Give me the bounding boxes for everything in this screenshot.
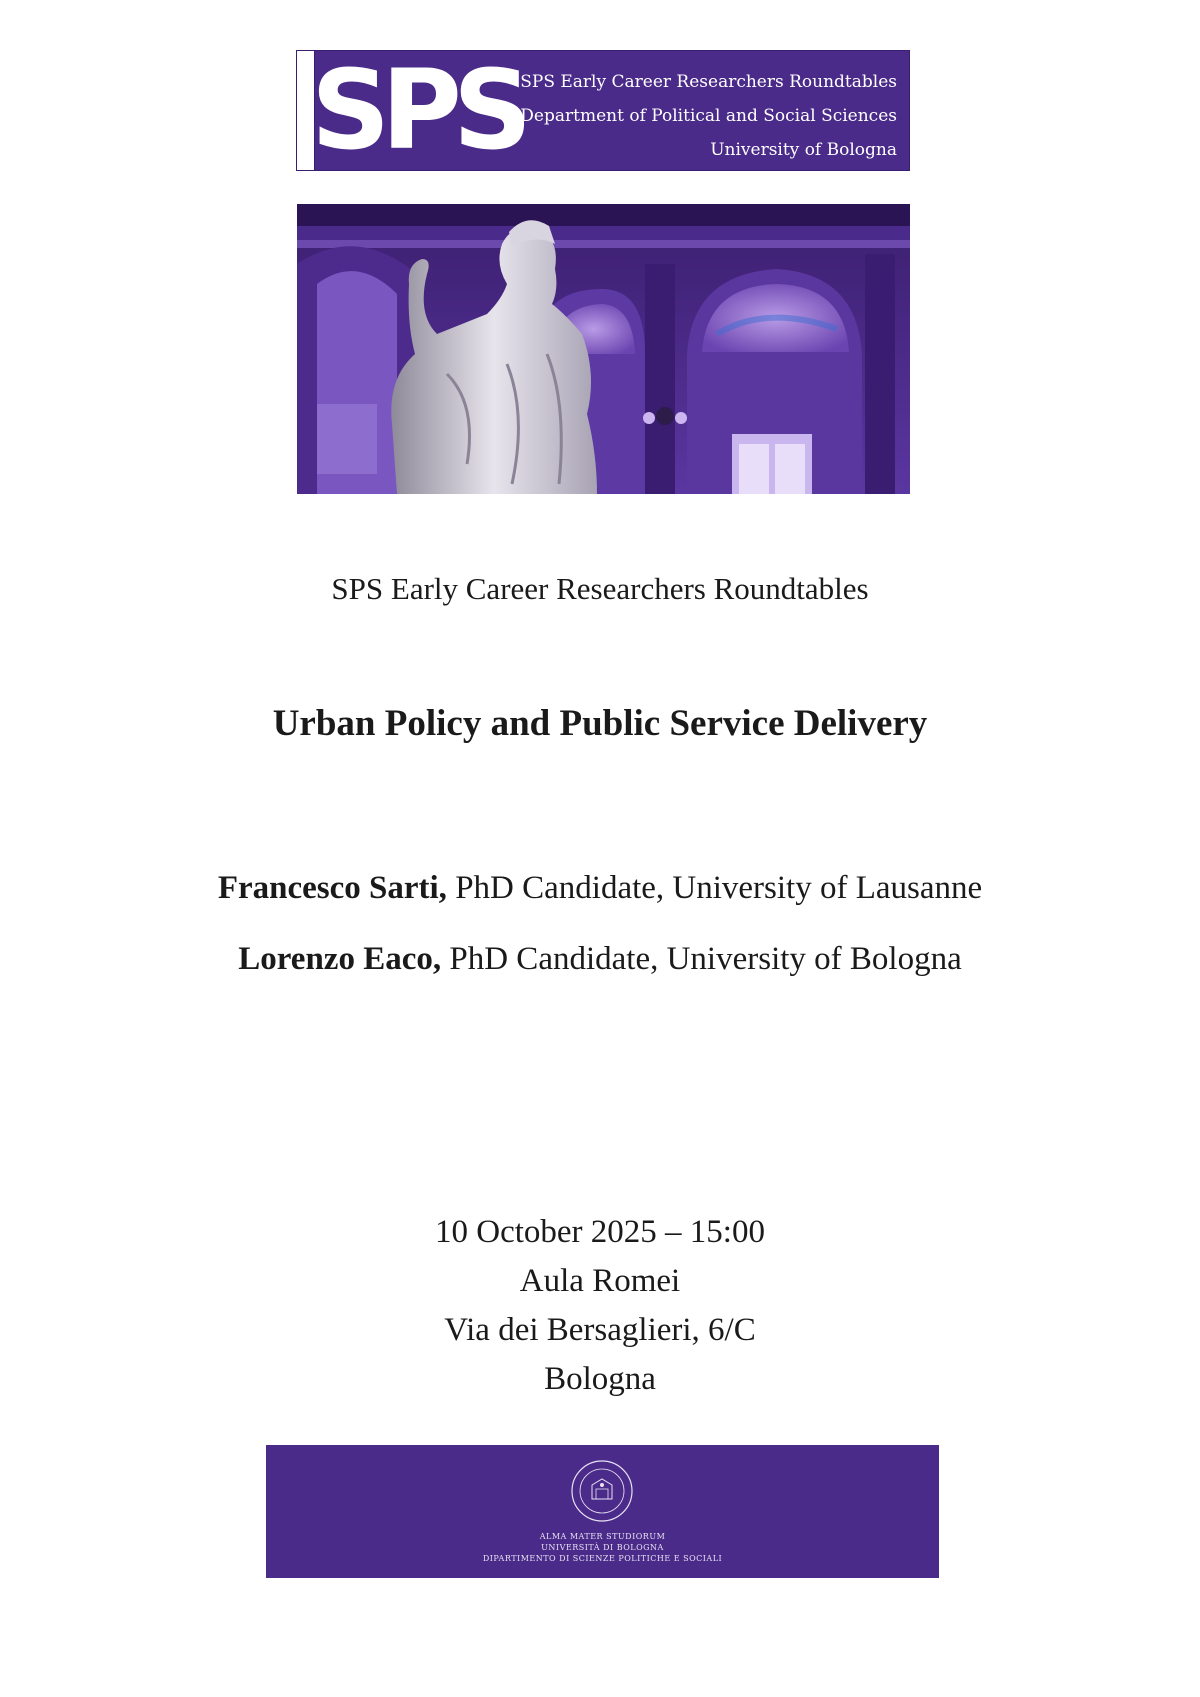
footer-banner <box>266 1445 939 1578</box>
series-title: SPS Early Career Researchers Roundtables <box>331 571 869 606</box>
event-datetime: 10 October 2025 – 15:00 <box>435 1214 765 1250</box>
banner-text <box>520 65 897 167</box>
footer-line-2: UNIVERSITÀ DI BOLOGNA <box>541 1543 664 1552</box>
speaker-name: Lorenzo Eaco, <box>238 941 442 977</box>
banner-line-department: Department of Political and Social Sciences <box>520 106 897 126</box>
footer-text <box>266 1531 939 1564</box>
event-room: Aula Romei <box>519 1263 681 1299</box>
speaker-role: PhD Candidate, University of Bologna <box>441 941 962 977</box>
speaker-name: Francesco Sarti, <box>217 870 447 906</box>
event-details <box>0 1208 1200 1404</box>
speaker-entry <box>0 941 1200 978</box>
sps-logo: SPS <box>311 46 524 174</box>
hero-image <box>297 204 910 494</box>
university-seal-icon <box>570 1459 634 1523</box>
footer-line-3: DIPARTIMENTO DI SCIENZE POLITICHE E SOCIALI <box>482 1554 723 1563</box>
footer-line-1: ALMA MATER STUDIORUM <box>539 1532 666 1541</box>
banner-line-university: University of Bologna <box>710 140 897 160</box>
event-address: Via dei Bersaglieri, 6/C <box>444 1312 756 1348</box>
header-banner <box>296 46 910 174</box>
talk-title: Urban Policy and Public Service Delivery <box>272 703 928 744</box>
event-city: Bologna <box>544 1361 656 1397</box>
banner-line-series: SPS Early Career Researchers Roundtables <box>520 72 897 92</box>
speaker-entry <box>0 870 1200 907</box>
speaker-role: PhD Candidate, University of Lausanne <box>446 870 983 906</box>
